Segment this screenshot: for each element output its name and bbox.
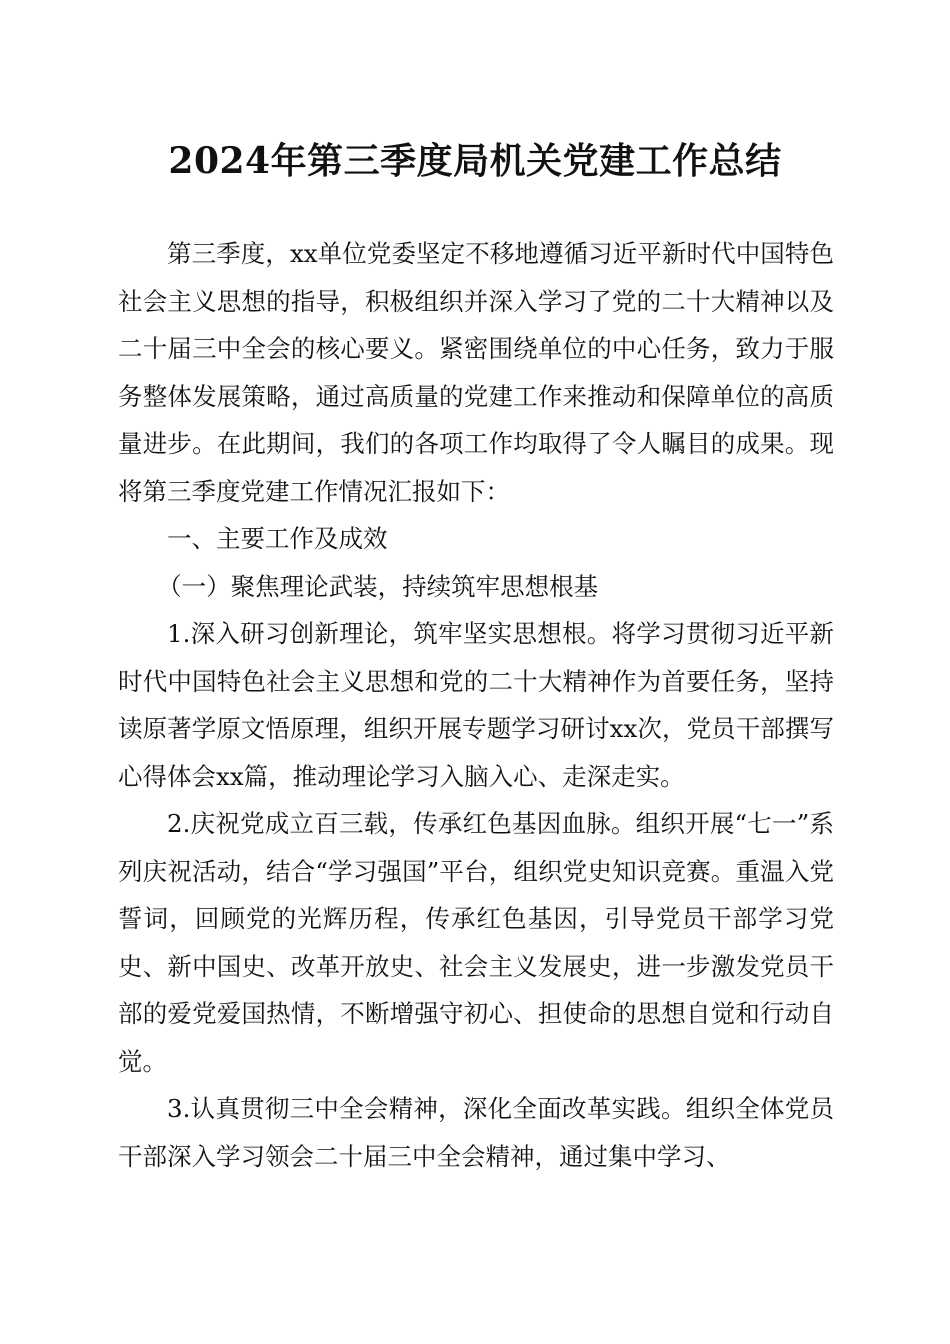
intro-paragraph: 第三季度，xx单位党委坚定不移地遵循习近平新时代中国特色社会主义思想的指导，积极组织并深入学习了党的二十大精神以及二十届三中全会的核心要义。紧密围绕单位的中心任务，致力于服务整体发展策略，通过高质量的党建工作来推动和保障单位的高质量进步。在此期间，我们的各项工作均取得了令人瞩目的成果。现将第三季度党建工作情况汇报如下：: [118, 239, 834, 506]
document-body: [118, 230, 834, 1180]
document-title: 2024年第三季度局机关党建工作总结: [168, 140, 782, 182]
body-paragraph-2: 2.庆祝党成立百三载，传承红色基因血脉。组织开展“七一”系列庆祝活动，结合“学习强国”平台，组织党史知识竞赛。重温入党誓词，回顾党的光辉历程，传承红色基因，引导党员干部学习党史、新中国史、改革开放史、社会主义发展史，进一步激发党员干部的爱党爱国热情，不断增强守初心、担使命的思想自觉和行动自觉。: [118, 809, 834, 1076]
subsection-heading: （一）聚焦理论武装，持续筑牢思想根基: [157, 571, 599, 601]
body-paragraph-1: 1.深入研习创新理论，筑牢坚实思想根。将学习贯彻习近平新时代中国特色社会主义思想和党的二十大精神作为首要任务，坚持读原著学原文悟原理，组织开展专题学习研讨xx次，党员干部撰写心得体会xx篇，推动理论学习入脑入心、走深走实。: [118, 619, 834, 791]
section-heading: 一、主要工作及成效: [167, 524, 388, 553]
body-paragraph-3: 3.认真贯彻三中全会精神，深化全面改革实践。组织全体党员干部深入学习领会二十届三中全会精神，通过集中学习、: [118, 1094, 834, 1171]
